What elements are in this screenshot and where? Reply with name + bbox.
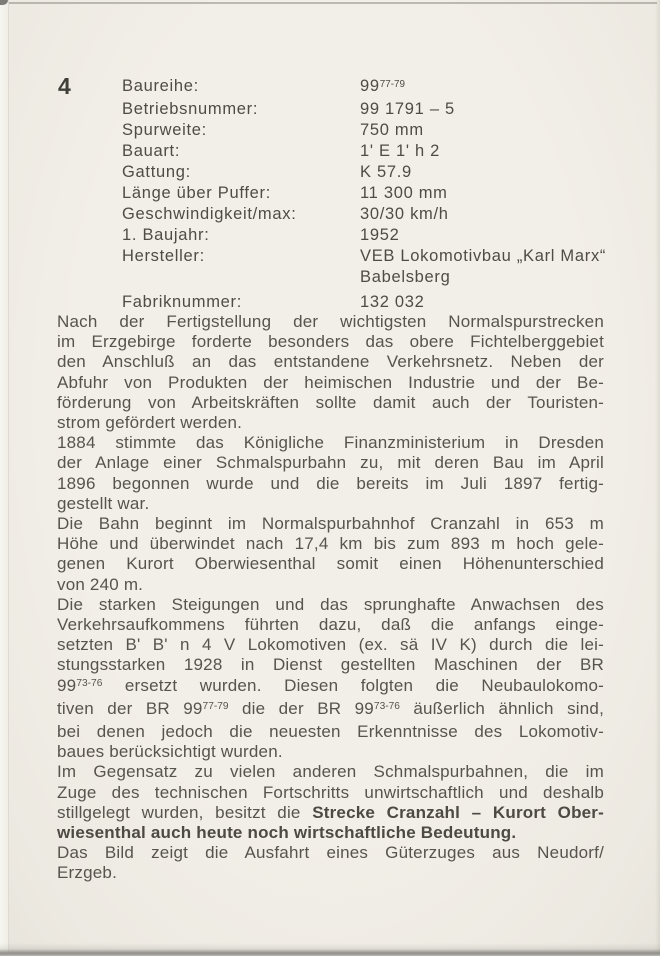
text-line: [57, 453, 604, 473]
text-line: [57, 595, 604, 615]
body-text: [57, 312, 604, 884]
text-line: [57, 742, 604, 762]
text-run: bei denen jedoch die neuesten Erkenntnisse des Lokomotiv-: [57, 722, 604, 742]
spec-value: [360, 225, 622, 246]
spec-value-line: [360, 141, 622, 162]
text-run: Strecke Cranzahl – Kurort Ober-: [312, 802, 604, 822]
text-line: [57, 514, 604, 534]
spec-value-line: [360, 267, 622, 288]
superscript: 77-79: [379, 78, 406, 90]
text-line: [57, 722, 604, 742]
text-run: VEB Lokomotivbau „Karl Marx“: [360, 247, 607, 265]
spec-value-line: [360, 204, 622, 225]
spec-label: Bauart:: [122, 142, 181, 160]
spec-label: Baureihe:: [122, 77, 199, 95]
text-run: der Anlage einer Schmalspurbahn zu, mit deren Bau im April: [57, 453, 604, 473]
text-run: baues berücksichtigt wurden.: [57, 742, 283, 762]
text-run: 99: [57, 675, 77, 695]
text-run: 11 300 mm: [360, 184, 448, 202]
text-line: [57, 312, 604, 332]
superscript: 73-76: [76, 678, 103, 690]
text-run: Die starken Steigungen und das sprunghafte Anwachsen des: [57, 594, 604, 614]
spec-value: [360, 292, 622, 313]
text-line: [57, 863, 604, 883]
page-right-edge: [655, 0, 660, 956]
spec-row: [122, 99, 622, 120]
spec-value-line: [360, 99, 622, 120]
text-run: Verkehrsaufkommens führten dazu, daß die anfangs einge-: [57, 615, 604, 635]
text-line: [57, 655, 604, 675]
text-run: strom gefördert werden.: [57, 413, 243, 433]
text-run: ersetzt wurden. Diesen folgten die Neubaulokomo-: [102, 675, 604, 695]
text-run: 750 mm: [360, 121, 424, 139]
paragraph: [57, 312, 604, 433]
text-run: 132 032: [360, 293, 425, 311]
paragraph: [57, 762, 604, 843]
spec-table: [122, 76, 622, 313]
spec-row: [122, 120, 622, 141]
spec-row: [122, 246, 622, 288]
spec-value-line: [360, 120, 622, 141]
spec-value-line: [360, 246, 622, 267]
spec-value-line: [360, 292, 622, 313]
text-run: Zuge des technischen Fortschritts unwirtschaftlich und deshalb: [57, 782, 604, 802]
text-run: Im Gegensatz zu vielen anderen Schmalspurbahnen, die im: [57, 762, 604, 782]
text-line: [57, 699, 604, 722]
text-line: [57, 575, 604, 595]
spec-label: Gattung:: [122, 163, 191, 181]
text-run: stungsstarken 1928 in Dienst gestellten Maschinen der BR: [57, 655, 604, 675]
text-run: Höhe und überwindet nach 17,4 km bis zum 893 m hoch gele-: [57, 534, 604, 554]
paragraph: [57, 843, 604, 883]
text-run: 1884 stimmte das Königliche Finanzministerium in Dresden: [57, 433, 604, 453]
text-line: [57, 494, 604, 514]
text-line: [57, 823, 604, 843]
text-run: 30/30 km/h: [360, 205, 449, 223]
text-run: 1896 begonnen wurde und die bereits im Juli 1897 fertig-: [57, 473, 604, 493]
spec-value-line: [360, 162, 622, 183]
spec-label: Betriebsnummer:: [122, 100, 259, 118]
text-line: [57, 783, 604, 803]
text-line: [57, 843, 604, 863]
text-run: 99: [360, 77, 380, 95]
spec-row: [122, 225, 622, 246]
spec-row: [122, 141, 622, 162]
spec-value-line: [360, 183, 622, 204]
spec-label: Fabriknummer:: [122, 293, 243, 311]
text-run: Abfuhr von Produkten der heimischen Industrie und der Be-: [57, 372, 604, 392]
spec-row: [122, 183, 622, 204]
text-run: äußerlich ähnlich sind,: [399, 698, 604, 718]
spec-label: Spurweite:: [122, 121, 207, 139]
paragraph: [57, 595, 604, 763]
text-line: [57, 393, 604, 413]
text-run: wiesenthal auch heute noch wirtschaftliche Bedeutung.: [57, 823, 517, 843]
text-line: [57, 615, 604, 635]
text-run: K 57.9: [360, 163, 412, 181]
text-run: den Anschluß an das entstandene Verkehrsnetz. Neben der: [57, 352, 604, 372]
text-run: 99 1791 – 5: [360, 100, 455, 118]
text-line: [57, 803, 604, 823]
spec-value: [360, 183, 622, 204]
spec-label: 1. Baujahr:: [122, 226, 210, 244]
spec-value: [360, 162, 622, 183]
spec-value: [360, 204, 622, 225]
text-line: [57, 373, 604, 393]
spec-value: [360, 76, 622, 99]
text-run: gestellt war.: [57, 493, 150, 513]
spec-label: Länge über Puffer:: [122, 184, 271, 202]
spec-value: [360, 141, 622, 162]
text-run: setzten B' B' n 4 V Lokomotiven (ex. sä IV K) durch die lei-: [57, 635, 604, 655]
paragraph: [57, 514, 604, 595]
spec-row: [122, 204, 622, 225]
text-line: [57, 762, 604, 782]
text-run: von 240 m.: [57, 574, 144, 594]
text-run: stillgelegt wurden, besitzt die: [57, 802, 313, 822]
text-run: Erzgeb.: [57, 863, 117, 883]
superscript: 77-79: [202, 701, 229, 713]
text-line: [57, 352, 604, 372]
page-number: 4: [58, 73, 72, 99]
page-left-edge: [0, 0, 9, 956]
spec-value: [360, 246, 622, 288]
text-run: Die Bahn beginnt im Normalspurbahnhof Cranzahl in 653 m: [57, 514, 604, 534]
spec-value: [360, 99, 622, 120]
text-run: 1' E 1' h 2: [360, 142, 441, 160]
spec-value-line: [360, 225, 622, 246]
text-run: die der BR 99: [228, 698, 374, 718]
text-line: [57, 534, 604, 554]
text-run: förderung von Arbeitskräften sollte damit auch der Touristen-: [57, 392, 604, 412]
spec-row: [122, 76, 622, 99]
text-run: 1952: [360, 226, 400, 244]
text-line: [57, 332, 604, 352]
text-run: im Erzgebirge forderte besonders das obere Fichtelberggebiet: [57, 332, 604, 352]
spec-label: Hersteller:: [122, 247, 205, 265]
text-line: [57, 413, 604, 433]
page-bottom-edge: [0, 943, 660, 956]
page-top-edge: [9, 2, 657, 4]
text-run: Das Bild zeigt die Ausfahrt eines Güterzuges aus Neudorf/: [57, 843, 604, 863]
text-run: Nach der Fertigstellung der wichtigsten Normalspurstrecken: [57, 312, 604, 331]
spec-value: [360, 120, 622, 141]
superscript: 73-76: [373, 701, 400, 713]
text-line: [57, 474, 604, 494]
text-line: [57, 635, 604, 655]
paragraph: [57, 433, 604, 514]
text-line: [57, 676, 604, 699]
text-run: Babelsberg: [360, 268, 451, 286]
spec-label: Geschwindigkeit/max:: [122, 205, 297, 223]
text-run: tiven der BR 99: [57, 698, 203, 718]
spec-value-line: [360, 76, 622, 99]
text-run: genen Kurort Oberwiesenthal somit einen Höhenunterschied: [57, 554, 604, 574]
spec-row: [122, 292, 622, 313]
spec-row: [122, 162, 622, 183]
text-line: [57, 554, 604, 574]
text-line: [57, 433, 604, 453]
